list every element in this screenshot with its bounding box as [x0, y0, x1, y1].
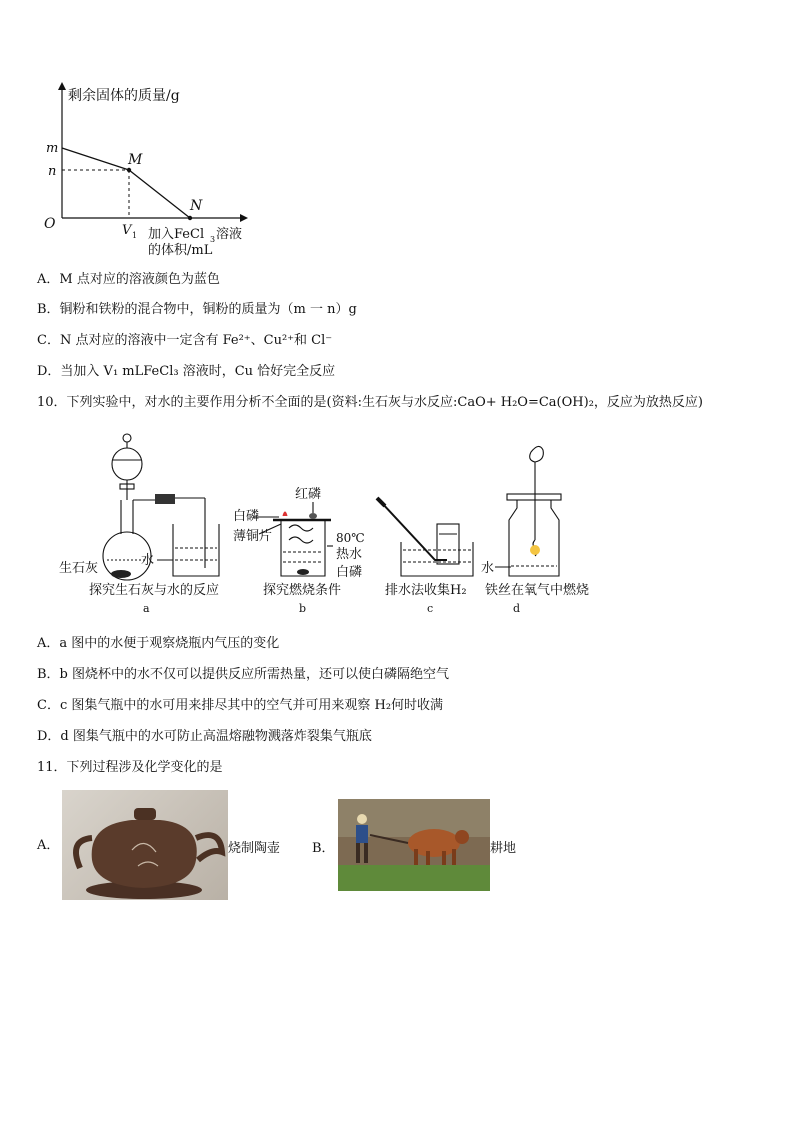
plowing-image [338, 799, 490, 891]
label-red-phosphorus: 红磷 [295, 487, 322, 502]
graph-ylabel: 剩余固体的质量/g [68, 88, 180, 104]
label-copper-sheet: 薄铜片 [233, 529, 273, 544]
caption-d: 铁丝在氧气中燃烧 [485, 583, 590, 598]
q11-option-b-letter: B． [312, 841, 335, 856]
q9-option-b: B．铜粉和铁粉的混合物中，铜粉的质量为（m 一 n）g [37, 302, 357, 317]
label-white-phosphorus-2: 白磷 [336, 565, 363, 580]
caption-a: 探究生石灰与水的反应 [89, 583, 220, 598]
label-hot-water: 热水 [336, 547, 363, 562]
svg-text:1: 1 [132, 231, 138, 240]
q11-stem: 11．下列过程涉及化学变化的是 [37, 760, 223, 775]
label-m: m [46, 141, 59, 156]
label-point-n: N [190, 198, 203, 214]
label-origin: O [44, 216, 56, 232]
q9-option-d: D．当加入 V₁ mLFeCl₃ 溶液时，Cu 恰好完全反应 [37, 364, 336, 379]
q11-option-b-text: 耕地 [490, 841, 517, 856]
apparatus-c [377, 498, 473, 576]
svg-text:3: 3 [210, 235, 216, 244]
q10-option-c: C．c 图集气瓶中的水可用来排尽其中的空气并可用来观察 H₂何时收满 [37, 698, 444, 713]
letter-b: b [299, 602, 307, 615]
q10-stem: 10．下列实验中，对水的主要作用分析不全面的是(资料:生石灰与水反应:CaO+ H₂O=Ca(OH)₂，反应为放热反应) [37, 395, 703, 410]
teapot-image [62, 790, 228, 900]
letter-d: d [513, 602, 521, 615]
letter-c: c [427, 602, 434, 615]
graph-xlabel-1: 加入FeCl [148, 227, 205, 242]
caption-c: 排水法收集H₂ [385, 583, 467, 598]
q10-option-a: A．a 图中的水便于观察烧瓶内气压的变化 [37, 636, 280, 651]
graph-xlabel-1b: 溶液 [216, 227, 243, 242]
apparatus-a [103, 434, 219, 580]
mass-volume-graph [40, 80, 270, 260]
q9-option-c: C．N 点对应的溶液中一定含有 Fe²⁺、Cu²⁺和 Cl⁻ [37, 333, 333, 348]
graph-xlabel-2: 的体积/mL [148, 243, 213, 258]
apparatus-d [507, 446, 561, 576]
label-water-a: 水 [141, 553, 155, 568]
caption-b: 探究燃烧条件 [263, 583, 342, 598]
label-80c: 80℃ [336, 531, 365, 545]
letter-a: a [143, 602, 150, 615]
label-n: n [48, 164, 57, 179]
q11-option-a-text: 烧制陶壶 [228, 841, 281, 856]
label-quicklime: 生石灰 [59, 561, 99, 576]
label-v1: V [122, 223, 132, 238]
q9-option-a: A．M 点对应的溶液颜色为蓝色 [37, 272, 220, 287]
q11-option-a-letter: A． [37, 838, 60, 853]
label-point-m: M [128, 152, 143, 168]
q10-option-d: D．d 图集气瓶中的水可防止高温熔融物溅落炸裂集气瓶底 [37, 729, 372, 744]
label-water-d: 水 [481, 561, 495, 576]
experiment-figure [55, 428, 595, 618]
label-white-phosphorus: 白磷 [233, 509, 260, 524]
q10-option-b: B．b 图烧杯中的水不仅可以提供反应所需热量，还可以使白磷隔绝空气 [37, 667, 450, 682]
